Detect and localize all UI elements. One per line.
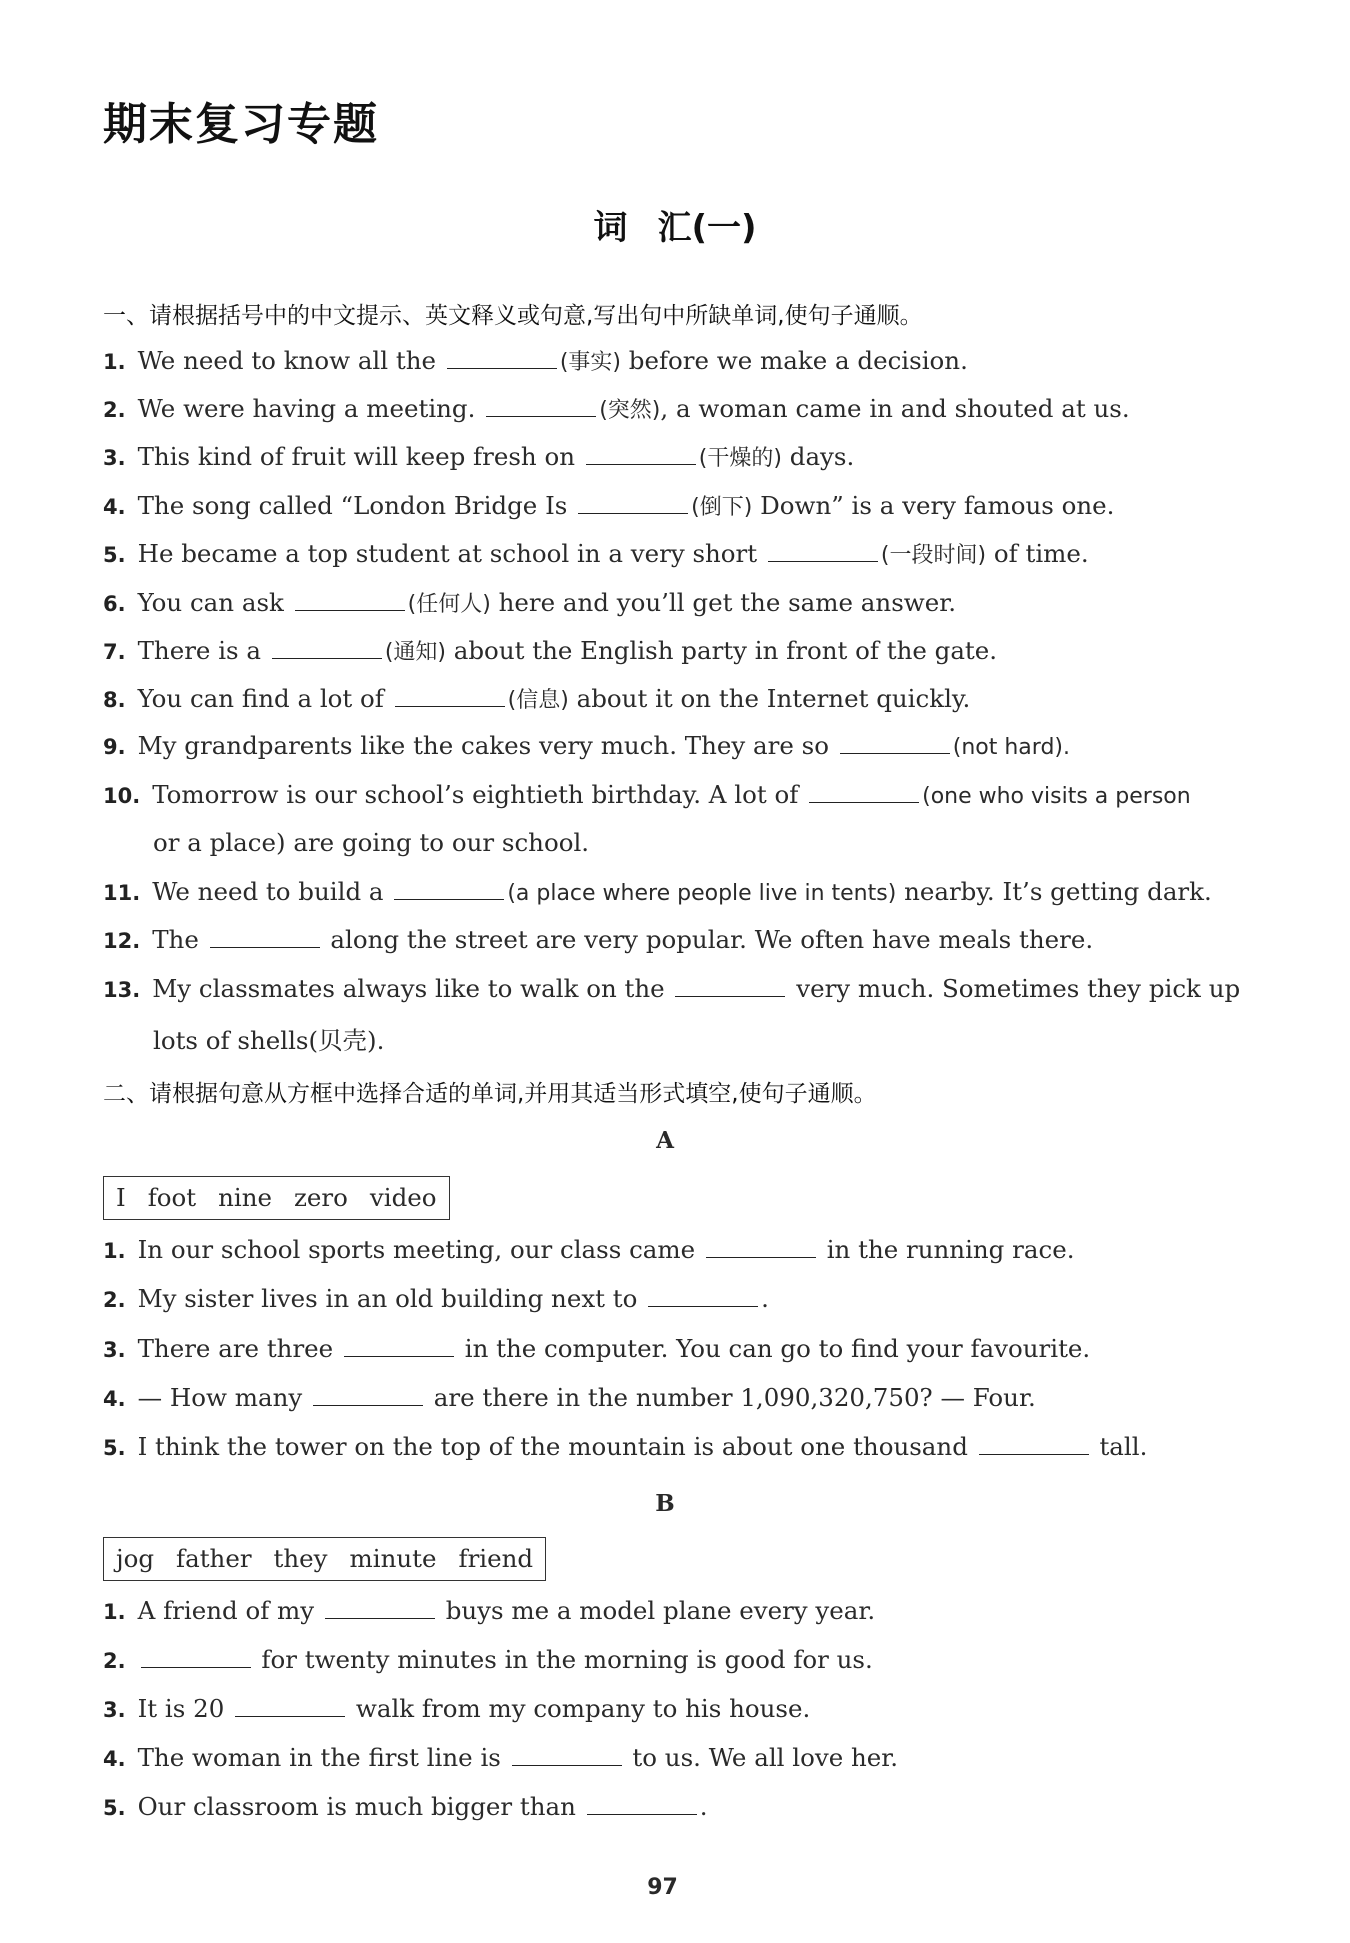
question-text: My sister lives in an old building next to: [137, 1284, 646, 1313]
question-text: .: [699, 1792, 708, 1821]
question-text: We need to build a: [152, 877, 392, 906]
question-hint: (突然): [599, 398, 661, 423]
question-text: walk from my company to his house.: [348, 1694, 811, 1723]
answer-blank[interactable]: [578, 491, 688, 514]
question-text: In our school sports meeting, our class came: [137, 1235, 703, 1264]
question-text: I think the tower on the top of the mountain is about one thousand: [137, 1432, 976, 1461]
question-text: , a woman came in and shouted at us.: [660, 394, 1130, 423]
question-row: [103, 1743, 898, 1772]
answer-blank[interactable]: [979, 1432, 1089, 1455]
word-option: father: [176, 1544, 252, 1573]
question-row: [103, 1792, 707, 1821]
question-text: tall.: [1091, 1432, 1148, 1461]
answer-blank[interactable]: [395, 684, 505, 707]
question-text: to us. We all love her.: [624, 1743, 899, 1772]
question-text: .: [761, 1284, 769, 1313]
question-row: [103, 441, 854, 472]
question-text: very much. Sometimes they pick up: [788, 974, 1241, 1003]
answer-blank[interactable]: [840, 731, 950, 754]
part-a-word-box: [103, 1176, 450, 1220]
question-row: [103, 1645, 873, 1674]
question-row: [103, 635, 997, 666]
question-number: 1.: [103, 1239, 126, 1263]
word-option: foot: [147, 1183, 197, 1212]
question-row: [103, 877, 1212, 906]
question-hint: (not hard).: [952, 735, 1070, 760]
question-number: 6.: [103, 592, 126, 616]
question-text: We need to know all the: [137, 346, 444, 375]
answer-blank[interactable]: [486, 394, 596, 417]
part-b-label: B: [655, 1490, 675, 1517]
question-hint: (事实): [559, 350, 621, 375]
question-number: 9.: [103, 735, 126, 759]
answer-blank[interactable]: [587, 1792, 697, 1815]
word-option: jog: [116, 1544, 155, 1573]
question-number: 2.: [103, 1288, 126, 1312]
question-row: [103, 1432, 1147, 1461]
answer-blank[interactable]: [586, 442, 696, 465]
question-row: [103, 1694, 810, 1723]
question-hint: (信息): [507, 688, 569, 713]
question-text: along the street are very popular. We often have meals there.: [322, 925, 1094, 954]
page-title: 期末复习专题: [103, 99, 379, 150]
word-option: video: [369, 1183, 437, 1212]
question-row: [103, 1596, 875, 1625]
question-number: 4.: [103, 495, 126, 519]
word-option: I: [116, 1183, 126, 1212]
question-text: are there in the number 1,090,320,750? — Four.: [426, 1383, 1036, 1412]
question-continuation: lots of shells(贝壳).: [153, 1026, 385, 1055]
question-text: — How many: [137, 1383, 311, 1412]
question-number: 5.: [103, 543, 126, 567]
question-number: 11.: [103, 881, 141, 905]
answer-blank[interactable]: [768, 539, 878, 562]
question-text: about it on the Internet quickly.: [568, 684, 971, 713]
question-hint: (one who visits a person: [922, 784, 1191, 809]
question-text: It is 20: [137, 1694, 233, 1723]
question-number: 1.: [103, 350, 126, 374]
question-row: [103, 1383, 1036, 1412]
answer-blank[interactable]: [272, 636, 382, 659]
question-hint: (通知): [384, 640, 446, 665]
question-number: 5.: [103, 1796, 126, 1820]
question-row: [103, 925, 1093, 954]
question-text: The song called “London Bridge Is: [137, 491, 576, 520]
page-number: 97: [647, 1875, 678, 1900]
answer-blank[interactable]: [325, 1596, 435, 1619]
question-number: 2.: [103, 398, 126, 422]
question-text: nearby. It’s getting dark.: [896, 877, 1212, 906]
question-text: Tomorrow is our school’s eightieth birthday. A lot of: [152, 780, 807, 809]
section-title-second: 汇(一): [657, 208, 757, 248]
question-text: The woman in the first line is: [137, 1743, 509, 1772]
word-option: nine: [218, 1183, 273, 1212]
answer-blank[interactable]: [675, 974, 785, 997]
word-option: they: [273, 1544, 328, 1573]
question-row: [103, 780, 1191, 809]
question-row: [103, 538, 1089, 569]
question-hint: (一段时间): [880, 543, 987, 568]
question-number: 12.: [103, 929, 141, 953]
question-row: [103, 1235, 1075, 1264]
question-number: 3.: [103, 1698, 126, 1722]
section2-heading: 二、请根据句意从方框中选择合适的单词,并用其适当形式填空,使句子通顺。: [103, 1081, 877, 1107]
word-option: friend: [458, 1544, 534, 1573]
question-text: My grandparents like the cakes very much. They are so: [137, 731, 837, 760]
word-option: zero: [294, 1183, 348, 1212]
question-text: You can find a lot of: [137, 684, 392, 713]
question-row: [103, 345, 968, 376]
answer-blank[interactable]: [141, 1645, 251, 1668]
answer-blank[interactable]: [648, 1284, 758, 1307]
question-number: 1.: [103, 1600, 126, 1624]
answer-blank[interactable]: [344, 1334, 454, 1357]
question-text: There is a: [137, 636, 269, 665]
question-row: [103, 731, 1070, 760]
question-text: There are three: [137, 1334, 341, 1363]
question-row: [103, 1284, 769, 1313]
section-title-first: 词: [593, 208, 628, 248]
question-text: of time.: [986, 539, 1089, 568]
question-hint: (干燥的): [698, 446, 782, 471]
answer-blank[interactable]: [235, 1694, 345, 1717]
question-number: 2.: [103, 1649, 126, 1673]
word-option: minute: [349, 1544, 437, 1573]
question-number: 8.: [103, 688, 126, 712]
answer-blank[interactable]: [313, 1383, 423, 1406]
question-text: We were having a meeting.: [137, 394, 484, 423]
answer-blank[interactable]: [706, 1235, 816, 1258]
question-number: 4.: [103, 1747, 126, 1771]
question-continuation: or a place) are going to our school.: [153, 828, 590, 857]
answer-blank[interactable]: [295, 588, 405, 611]
question-text: You can ask: [137, 588, 292, 617]
section-title: [0, 200, 1350, 249]
question-number: 10.: [103, 784, 141, 808]
question-text: about the English party in front of the gate.: [445, 636, 998, 665]
question-number: 13.: [103, 978, 141, 1002]
question-text: A friend of my: [137, 1596, 322, 1625]
part-a-label: A: [656, 1127, 674, 1154]
question-text: He became a top student at school in a very short: [137, 539, 765, 568]
question-text: The: [152, 925, 207, 954]
question-number: 4.: [103, 1387, 126, 1411]
question-row: [103, 587, 956, 618]
section1-heading: 一、请根据括号中的中文提示、英文释义或句意,写出句中所缺单词,使句子通顺。: [103, 303, 923, 329]
question-text: Down” is a very famous one.: [752, 491, 1115, 520]
answer-blank[interactable]: [447, 346, 557, 369]
question-text: here and you’ll get the same answer.: [490, 588, 957, 617]
question-text: for twenty minutes in the morning is good for us.: [253, 1645, 873, 1674]
answer-blank[interactable]: [394, 877, 504, 900]
question-row: [103, 490, 1114, 521]
question-number: 3.: [103, 446, 126, 470]
answer-blank[interactable]: [809, 780, 919, 803]
part-b-word-box: [103, 1537, 546, 1581]
question-text: Our classroom is much bigger than: [137, 1792, 584, 1821]
question-number: 7.: [103, 640, 126, 664]
question-text: days.: [781, 442, 855, 471]
answer-blank[interactable]: [512, 1743, 622, 1766]
question-hint: (倒下): [691, 495, 753, 520]
question-number: 5.: [103, 1436, 126, 1460]
question-row: [103, 683, 970, 714]
question-text: My classmates always like to walk on the: [152, 974, 673, 1003]
question-number: 3.: [103, 1338, 126, 1362]
question-row: [103, 1334, 1090, 1363]
question-hint: (任何人): [407, 592, 491, 617]
question-hint: (a place where people live in tents): [507, 881, 897, 906]
answer-blank[interactable]: [210, 925, 320, 948]
question-row: [103, 974, 1240, 1003]
question-text: in the computer. You can go to find your favourite.: [456, 1334, 1091, 1363]
question-text: This kind of fruit will keep fresh on: [137, 442, 583, 471]
question-text: before we make a decision.: [620, 346, 968, 375]
question-row: [103, 393, 1130, 424]
question-text: in the running race.: [818, 1235, 1075, 1264]
question-text: buys me a model plane every year.: [437, 1596, 876, 1625]
